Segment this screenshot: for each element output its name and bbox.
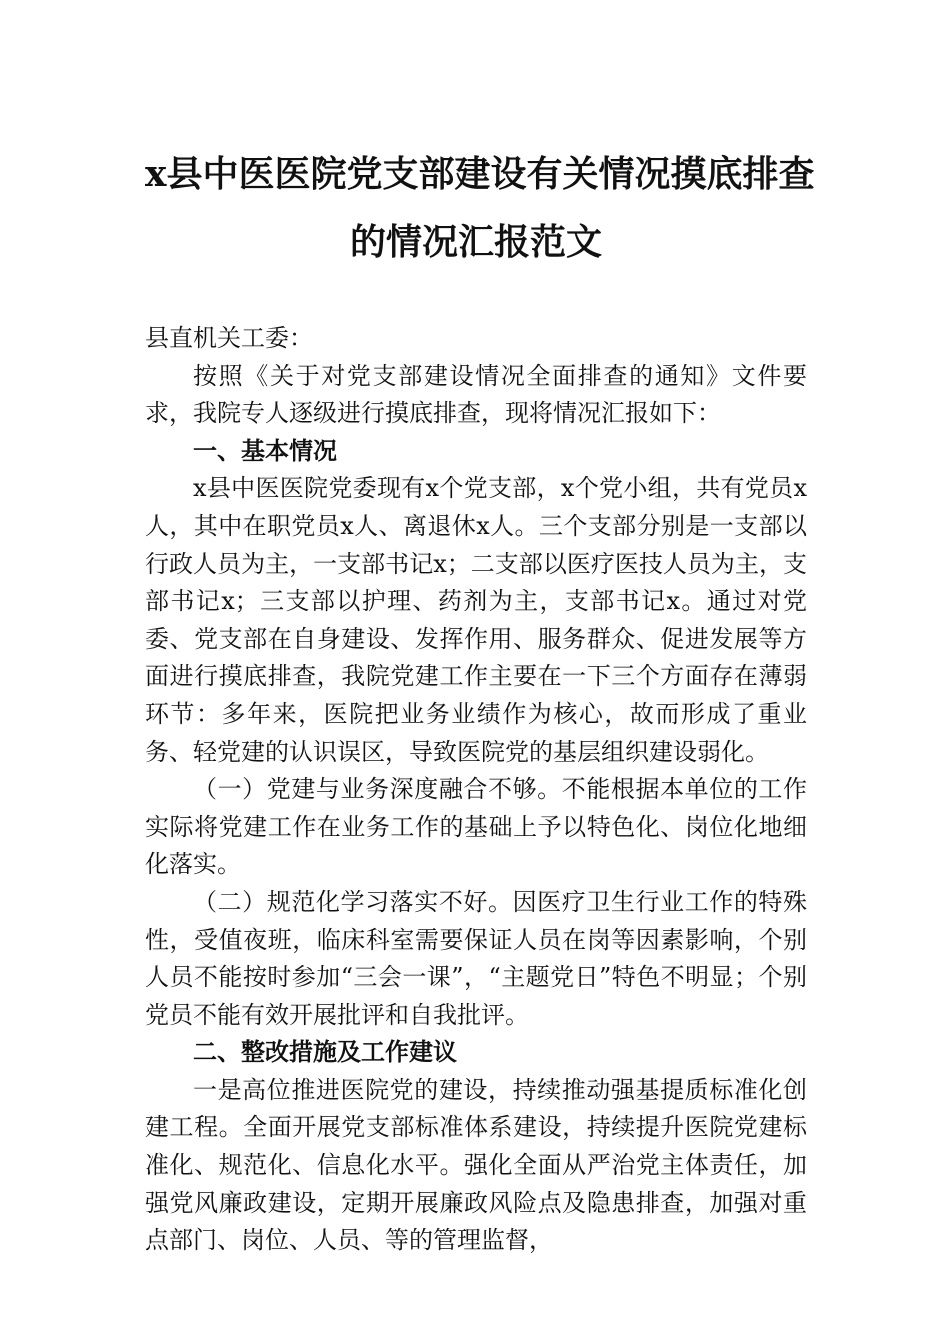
intro-paragraph: 按照《关于对党支部建设情况全面排查的通知》文件要求，我院专人逐级进行摸底排查，现将情况汇报如下： (145, 361, 807, 428)
issue-2-paragraph: （二）规范化学习落实不好。因医疗卫生行业工作的特殊性，受值夜班，临床科室需要保证人员在岗等因素影响，个别人员不能按时参加“三会一课”，“主题党日”特色不明显；个别党员不能有效开展批评和自我批评。 (145, 887, 807, 1029)
measures-paragraph: 一是高位推进医院党的建设，持续推动强基提质标准化创建工程。全面开展党支部标准体系建设，持续提升医院党建标准化、规范化、信息化水平。强化全面从严治党主体责任，加强党风廉政建设，定期开展廉政风险点及隐患排查，加强对重点部门、岗位、人员、等的管理监督， (145, 1075, 807, 1255)
title-line-2: 的情况汇报范文 (349, 221, 602, 263)
issue-1-paragraph: （一）党建与业务深度融合不够。不能根据本单位的工作实际将党建工作在业务工作的基础上予以特色化、岗位化地细化落实。 (145, 775, 807, 879)
document-title (145, 140, 815, 276)
basic-situation-paragraph: x县中医医院党委现有x个党支部，x个党小组，共有党员x人，其中在职党员x人、离退休x人。三个支部分别是一支部以行政人员为主，一支部书记x；二支部以医疗医技人员为主，支部书记x；三支部以护理、药剂为主，支部书记x。通过对党委、党支部在自身建设、发挥作用、服务群众、促进发展等方面进行摸底排查，我院党建工作主要在一下三个方面存在薄弱环节：多年来，医院把业务业绩作为核心，故而形成了重业务、轻党建的认识误区，导致医院党的基层组织建设弱化。 (145, 474, 807, 766)
section-heading-basic-situation: 一、基本情况 (193, 436, 337, 465)
section-heading-measures: 二、整改措施及工作建议 (193, 1038, 457, 1067)
document-body (145, 320, 807, 1260)
title-line-1: x县中医医院党支部建设有关情况摸底排查 (145, 153, 815, 195)
salutation: 县直机关工委： (145, 324, 313, 352)
document-page (145, 140, 815, 1260)
